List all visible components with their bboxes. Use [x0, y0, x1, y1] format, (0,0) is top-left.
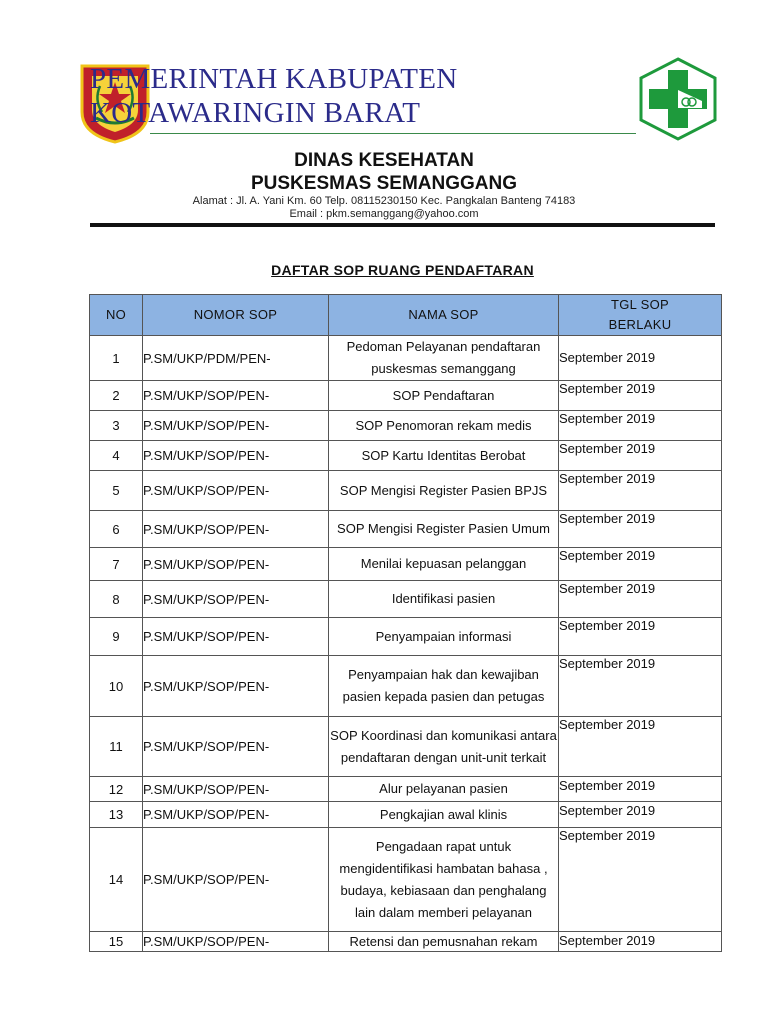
row-no: 2: [90, 381, 143, 411]
row-nomor-sop: P.SM/UKP/SOP/PEN-: [143, 932, 329, 952]
row-nomor-sop: P.SM/UKP/SOP/PEN-: [143, 381, 329, 411]
table-row: [90, 471, 722, 511]
header-thick-divider: [90, 223, 715, 227]
row-no: 6: [90, 511, 143, 548]
row-nomor-sop: P.SM/UKP/SOP/PEN-: [143, 548, 329, 581]
agency-name: DINAS KESEHATAN: [294, 150, 474, 171]
row-nama-sop: SOP Pendaftaran: [329, 381, 559, 411]
table-row: [90, 717, 722, 777]
government-title: [90, 62, 458, 130]
government-title-line2: KOTAWARINGIN BARAT: [90, 97, 421, 129]
table-row: [90, 618, 722, 656]
row-nama-sop: Pengadaan rapat untuk mengidentifikasi hambatan bahasa , budaya, kebiasaan dan penghalang lain dalam memberi pelayanan: [329, 828, 559, 932]
row-nama-sop: SOP Koordinasi dan komunikasi antara pendaftaran dengan unit-unit terkait: [329, 717, 559, 777]
row-nomor-sop: P.SM/UKP/SOP/PEN-: [143, 581, 329, 618]
row-nama-sop: Pedoman Pelayanan pendaftaran puskesmas semanggang: [329, 336, 559, 381]
row-nomor-sop: P.SM/UKP/SOP/PEN-: [143, 618, 329, 656]
row-tgl-berlaku: September 2019: [559, 548, 722, 581]
row-tgl-berlaku: September 2019: [559, 471, 722, 511]
puskesmas-cross-icon: [638, 56, 718, 142]
row-nama-sop: Menilai kepuasan pelanggan: [329, 548, 559, 581]
row-tgl-berlaku: September 2019: [559, 828, 722, 932]
address-line: Alamat : Jl. A. Yani Km. 60 Telp. 08115230150 Kec. Pangkalan Banteng 74183: [192, 195, 576, 207]
row-no: 14: [90, 828, 143, 932]
row-tgl-berlaku: September 2019: [559, 656, 722, 717]
row-tgl-berlaku: September 2019: [559, 336, 722, 381]
row-nomor-sop: P.SM/UKP/SOP/PEN-: [143, 656, 329, 717]
row-no: 4: [90, 441, 143, 471]
row-no: 7: [90, 548, 143, 581]
table-row: [90, 511, 722, 548]
row-no: 10: [90, 656, 143, 717]
row-tgl-berlaku: September 2019: [559, 932, 722, 952]
table-row: [90, 828, 722, 932]
row-tgl-berlaku: September 2019: [559, 581, 722, 618]
puskesmas-name: PUSKESMAS SEMANGGANG: [250, 173, 518, 194]
row-nama-sop: SOP Mengisi Register Pasien Umum: [329, 511, 559, 548]
row-nomor-sop: P.SM/UKP/SOP/PEN-: [143, 441, 329, 471]
row-tgl-berlaku: September 2019: [559, 411, 722, 441]
row-tgl-berlaku: September 2019: [559, 618, 722, 656]
header-nama-sop: NAMA SOP: [329, 295, 559, 336]
row-nomor-sop: P.SM/UKP/SOP/PEN-: [143, 717, 329, 777]
table-row: [90, 411, 722, 441]
header-tgl-line1: TGL SOP: [611, 297, 669, 312]
table-row: [90, 932, 722, 952]
row-no: 1: [90, 336, 143, 381]
row-tgl-berlaku: September 2019: [559, 511, 722, 548]
row-no: 8: [90, 581, 143, 618]
header-nomor-sop: NOMOR SOP: [143, 295, 329, 336]
row-nama-sop: SOP Kartu Identitas Berobat: [329, 441, 559, 471]
row-nomor-sop: P.SM/UKP/SOP/PEN-: [143, 411, 329, 441]
table-row: [90, 336, 722, 381]
row-tgl-berlaku: September 2019: [559, 381, 722, 411]
row-no: 11: [90, 717, 143, 777]
header-thin-divider: [150, 133, 636, 134]
email-line: Email : pkm.semanggang@yahoo.com: [289, 208, 479, 220]
row-nomor-sop: P.SM/UKP/SOP/PEN-: [143, 471, 329, 511]
row-nama-sop: Alur pelayanan pasien: [329, 777, 559, 802]
row-no: 9: [90, 618, 143, 656]
table-row: [90, 656, 722, 717]
row-tgl-berlaku: September 2019: [559, 777, 722, 802]
header-no: NO: [90, 295, 143, 336]
row-no: 5: [90, 471, 143, 511]
table-body: [90, 336, 722, 952]
row-nomor-sop: P.SM/UKP/SOP/PEN-: [143, 828, 329, 932]
row-nama-sop: Identifikasi pasien: [329, 581, 559, 618]
row-nomor-sop: P.SM/UKP/PDM/PEN-: [143, 336, 329, 381]
row-nama-sop: Retensi dan pemusnahan rekam: [329, 932, 559, 952]
row-nama-sop: SOP Mengisi Register Pasien BPJS: [329, 471, 559, 511]
row-no: 12: [90, 777, 143, 802]
header-tgl-sop: [559, 295, 722, 336]
row-nama-sop: SOP Penomoran rekam medis: [329, 411, 559, 441]
header-tgl-line2: BERLAKU: [608, 317, 672, 332]
row-nomor-sop: P.SM/UKP/SOP/PEN-: [143, 511, 329, 548]
table-row: [90, 777, 722, 802]
row-nama-sop: Penyampaian hak dan kewajiban pasien kepada pasien dan petugas: [329, 656, 559, 717]
table-row: [90, 548, 722, 581]
sop-table: [89, 294, 722, 952]
table-row: [90, 381, 722, 411]
table-row: [90, 581, 722, 618]
row-nomor-sop: P.SM/UKP/SOP/PEN-: [143, 802, 329, 828]
table-row: [90, 441, 722, 471]
row-tgl-berlaku: September 2019: [559, 441, 722, 471]
row-nomor-sop: P.SM/UKP/SOP/PEN-: [143, 777, 329, 802]
government-title-line1: PEMERINTAH KABUPATEN: [90, 63, 458, 95]
row-nama-sop: Pengkajian awal klinis: [329, 802, 559, 828]
row-no: 3: [90, 411, 143, 441]
row-no: 15: [90, 932, 143, 952]
document-title: DAFTAR SOP RUANG PENDAFTARAN: [271, 262, 534, 278]
row-no: 13: [90, 802, 143, 828]
row-tgl-berlaku: September 2019: [559, 717, 722, 777]
table-header-row: [90, 295, 722, 336]
table-row: [90, 802, 722, 828]
row-tgl-berlaku: September 2019: [559, 802, 722, 828]
row-nama-sop: Penyampaian informasi: [329, 618, 559, 656]
